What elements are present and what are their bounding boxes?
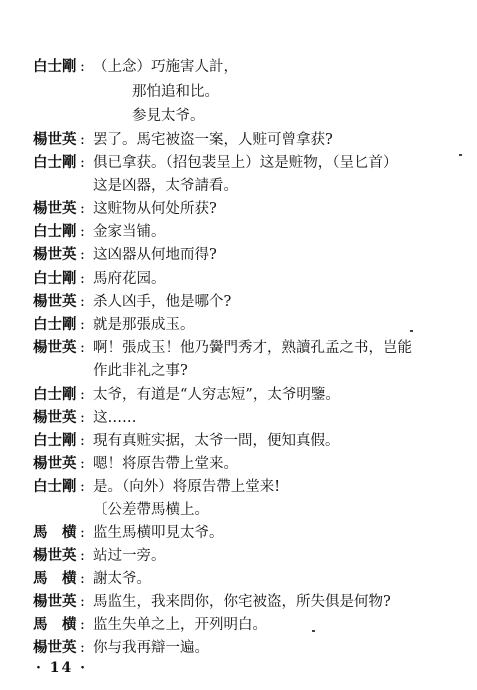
line-text: （上念）巧施害人計，	[93, 59, 238, 75]
line-text: 站过一旁。	[93, 548, 166, 564]
line-text: 俱已拿获。（招包裴呈上）这是赃物，（呈匕首）	[93, 155, 398, 171]
speaker-name: 白士剛	[33, 223, 77, 240]
stage-direction-text: 〔公差帶馬横上。	[93, 502, 209, 518]
speaker-name: 楊世英	[33, 246, 77, 263]
speaker-name: 白士剛	[33, 432, 77, 449]
line-text: 监生失单之上，开列明白。	[93, 617, 267, 633]
speaker-name: 楊世英	[33, 547, 77, 564]
line-text: 参見太爷。	[132, 108, 205, 124]
line-text: 現有真赃实据，太爷一問，便知真假。	[93, 433, 340, 449]
line-text: 罢了。馬宅被盗一案，人赃可曾拿获?	[93, 132, 333, 148]
speaker-name: 白士剛	[33, 154, 77, 171]
speaker-name: 楊世英	[33, 639, 77, 656]
line-text: 啊！張成玉！他乃黌門秀才，熟讀孔孟之书，岂能	[93, 340, 412, 356]
line-text: 那怕追和比。	[132, 84, 219, 100]
speaker-colon: :	[80, 59, 85, 75]
line-text: 是。（向外）将原告帶上堂来!	[93, 479, 281, 495]
speaker-colon: :	[80, 201, 85, 217]
speaker-colon: :	[80, 433, 85, 449]
speaker-colon: :	[80, 294, 85, 310]
scan-speck	[459, 154, 462, 156]
speaker-name: 楊世英	[33, 200, 77, 217]
speaker-colon: :	[80, 525, 85, 541]
speaker-colon: :	[80, 548, 85, 564]
speaker-name: 白士剛	[33, 386, 77, 403]
speaker-colon: :	[80, 571, 85, 587]
line-text: 金家当铺。	[93, 224, 166, 240]
speaker-colon: :	[80, 456, 85, 472]
speaker-name: 楊世英	[33, 131, 77, 148]
speaker-colon: :	[80, 132, 85, 148]
speaker-name: 白士剛	[33, 478, 77, 495]
line-text: 馬监生，我来問你，你宅被盗，所失俱是何物?	[93, 594, 391, 610]
line-text: 杀人凶手，他是哪个?	[93, 294, 232, 310]
speaker-colon: :	[80, 271, 85, 287]
scan-speck	[410, 330, 413, 332]
speaker-name: 白士剛	[33, 270, 77, 287]
speaker-colon: :	[80, 340, 85, 356]
speaker-name: 楊世英	[33, 593, 77, 610]
line-text: 就是那張成玉。	[93, 317, 195, 333]
line-text: 嗯！将原告帶上堂来。	[93, 456, 238, 472]
line-text: 馬府花园。	[93, 271, 166, 287]
speaker-colon: :	[80, 155, 85, 171]
line-text: 这……	[93, 410, 137, 426]
line-text: 这是凶器，太爷請看。	[93, 178, 238, 194]
speaker-colon: :	[80, 410, 85, 426]
speaker-colon: :	[80, 224, 85, 240]
speaker-name: 馬 横	[33, 524, 77, 541]
speaker-name: 白士剛	[33, 316, 77, 333]
line-text: 作此非礼之事?	[93, 363, 188, 379]
scan-speck	[312, 630, 315, 632]
line-text: 这凶器从何地而得?	[93, 247, 217, 263]
line-text: 监生馬横叩見太爷。	[93, 525, 224, 541]
speaker-colon: :	[80, 479, 85, 495]
speaker-name: 楊世英	[33, 455, 77, 472]
speaker-colon: :	[80, 387, 85, 403]
speaker-name: 楊世英	[33, 339, 77, 356]
speaker-name: 馬 横	[33, 570, 77, 587]
speaker-colon: :	[80, 317, 85, 333]
line-text: 謝太爷。	[93, 571, 151, 587]
speaker-name: 馬 横	[33, 616, 77, 633]
speaker-name: 楊世英	[33, 409, 77, 426]
speaker-colon: :	[80, 247, 85, 263]
speaker-colon: :	[80, 640, 85, 656]
line-text: 太爷，有道是“人穷志短”，太爷明鑒。	[93, 387, 340, 403]
line-text: 你与我再辯一遍。	[93, 640, 209, 656]
page-number: · 14 ·	[36, 660, 87, 676]
speaker-name: 白士剛	[33, 58, 77, 75]
speaker-name: 楊世英	[33, 293, 77, 310]
speaker-colon: :	[80, 594, 85, 610]
speaker-colon: :	[80, 617, 85, 633]
line-text: 这赃物从何处所获?	[93, 201, 217, 217]
